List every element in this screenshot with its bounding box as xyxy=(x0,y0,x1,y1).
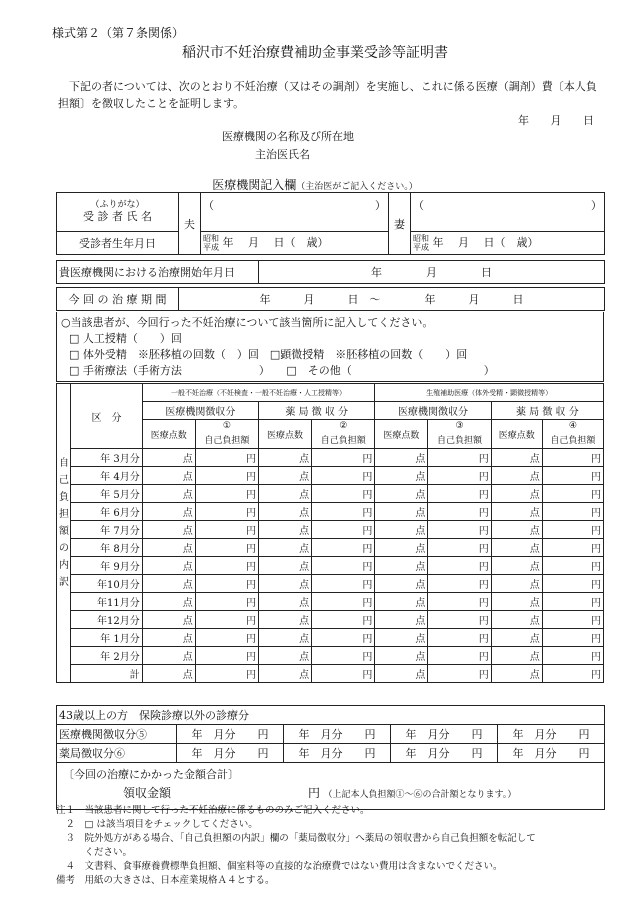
points-cell[interactable]: 点 xyxy=(259,485,312,503)
points-cell[interactable]: 点 xyxy=(491,503,542,521)
amount-cell[interactable]: 円 xyxy=(542,485,603,503)
breakdown-row xyxy=(57,503,604,521)
points-cell[interactable]: 点 xyxy=(142,575,195,593)
points-cell[interactable]: 点 xyxy=(491,647,542,665)
blank-corner xyxy=(57,384,71,449)
points-cell[interactable]: 点 xyxy=(375,629,428,647)
amount-cell[interactable]: 円 xyxy=(542,665,603,683)
points-cell[interactable]: 点 xyxy=(259,449,312,467)
points-cell[interactable]: 点 xyxy=(491,575,542,593)
note-2: ２ □ は該当項目をチェックしてください。 xyxy=(56,819,258,830)
amount-cell[interactable]: 円 xyxy=(195,539,258,557)
treatment-dates-table xyxy=(56,260,605,284)
points-cell[interactable]: 点 xyxy=(491,557,542,575)
mark-3: ③ xyxy=(428,420,491,432)
breakdown-row xyxy=(57,575,604,593)
outside-insurance-table xyxy=(56,705,605,810)
month-label: 年11月分 xyxy=(71,593,142,611)
note-1: 注１ 当該患者に関して行った不妊治療に係るもののみご記入ください。 xyxy=(56,805,370,816)
points-cell[interactable]: 点 xyxy=(142,647,195,665)
points-cell[interactable]: 点 xyxy=(491,611,542,629)
points-cell[interactable]: 点 xyxy=(375,485,428,503)
col-points-3: 医療点数 xyxy=(375,420,428,449)
points-cell[interactable]: 点 xyxy=(375,575,428,593)
points-cell[interactable]: 点 xyxy=(491,485,542,503)
points-cell[interactable]: 点 xyxy=(142,539,195,557)
breakdown-row xyxy=(57,539,604,557)
treatment-checklist xyxy=(56,312,604,382)
amount-cell[interactable]: 円 xyxy=(312,467,375,485)
points-cell[interactable]: 点 xyxy=(142,665,195,683)
paren-close: ） xyxy=(591,199,602,212)
points-cell[interactable]: 点 xyxy=(491,665,542,683)
total-note: （上記本人負担額①〜⑥の合計額となります。） xyxy=(323,790,517,800)
section-title xyxy=(0,176,630,193)
era-label: 昭和 平成 xyxy=(413,234,429,252)
breakdown-row xyxy=(57,449,604,467)
paren-open: （ xyxy=(203,199,214,212)
amount-cell[interactable]: 円 xyxy=(312,647,375,665)
col-self-1: 自己負担額 xyxy=(195,431,258,449)
amount-cell[interactable]: 円 xyxy=(428,593,491,611)
points-cell[interactable]: 点 xyxy=(142,593,195,611)
month-label: 年 4月分 xyxy=(71,467,142,485)
points-cell[interactable]: 点 xyxy=(142,467,195,485)
group-art: 生殖補助医療（体外受精・顕微授精等） xyxy=(375,384,604,402)
amount-cell[interactable]: 円 xyxy=(312,539,375,557)
month-label: 年 9月分 xyxy=(71,557,142,575)
total-unit: 円 xyxy=(308,786,321,800)
birth-format: 年 月 日（ 歳） xyxy=(222,236,329,249)
col-self-2: 自己負担額 xyxy=(312,431,375,449)
points-cell[interactable]: 点 xyxy=(142,557,195,575)
breakdown-row xyxy=(57,557,604,575)
breakdown-row xyxy=(57,593,604,611)
notes xyxy=(56,804,536,888)
outside-clinic-label: 医療機関徴収分⑤ xyxy=(57,725,177,744)
note-4: ４ 文書料、食事療養費標準負担額、個室料等の直接的な治療費ではない費用は含まないでください。 xyxy=(56,861,503,872)
points-cell[interactable]: 点 xyxy=(375,449,428,467)
checklist-heading: ○当該患者が、今回行った不妊治療について該当箇所に記入してください。 xyxy=(61,316,434,329)
points-cell[interactable]: 点 xyxy=(259,521,312,539)
total-cell xyxy=(57,763,605,810)
check-artificial-insemination[interactable]: □ 人工授精（ ）回 xyxy=(69,332,182,345)
mark-2: ② xyxy=(312,420,375,432)
amount-cell[interactable]: 円 xyxy=(428,449,491,467)
points-cell[interactable]: 点 xyxy=(259,611,312,629)
period-label: 今 回 の 治 療 期 間 xyxy=(57,288,179,311)
birth-format: 年 月 日（ 歳） xyxy=(432,236,539,249)
amount-cell[interactable]: 円 xyxy=(542,611,603,629)
points-cell[interactable]: 点 xyxy=(142,503,195,521)
points-cell[interactable]: 点 xyxy=(259,557,312,575)
amount-cell[interactable]: 円 xyxy=(428,647,491,665)
amount-cell[interactable]: 円 xyxy=(195,503,258,521)
amount-cell[interactable]: 円 xyxy=(312,521,375,539)
amount-cell[interactable]: 円 xyxy=(428,467,491,485)
points-cell[interactable]: 点 xyxy=(259,647,312,665)
points-cell[interactable]: 点 xyxy=(491,629,542,647)
amount-cell[interactable]: 円 xyxy=(312,611,375,629)
era-label: 昭和 平成 xyxy=(203,234,219,252)
amount-cell[interactable]: 円 xyxy=(195,665,258,683)
group-general: 一般不妊治療（不妊検査・一般不妊治療・人工授精等） xyxy=(142,384,375,402)
amount-cell[interactable]: 円 xyxy=(195,611,258,629)
col-points-1: 医療点数 xyxy=(142,420,195,449)
points-cell[interactable]: 点 xyxy=(375,665,428,683)
amount-cell[interactable]: 円 xyxy=(542,539,603,557)
points-cell[interactable]: 点 xyxy=(259,503,312,521)
amount-cell[interactable]: 円 xyxy=(428,575,491,593)
amount-cell[interactable]: 円 xyxy=(542,521,603,539)
section-title-text: 医療機関記入欄 xyxy=(212,178,297,192)
amount-cell[interactable]: 円 xyxy=(312,665,375,683)
month-label: 年 5月分 xyxy=(71,485,142,503)
points-cell[interactable]: 点 xyxy=(259,629,312,647)
col-self-3: 自己負担額 xyxy=(428,431,491,449)
wife-birth-field[interactable] xyxy=(411,232,605,255)
amount-cell[interactable]: 円 xyxy=(428,485,491,503)
points-cell[interactable]: 点 xyxy=(259,575,312,593)
start-date-field[interactable]: 年 月 日 xyxy=(259,261,605,284)
points-cell[interactable]: 点 xyxy=(375,647,428,665)
month-label: 年 6月分 xyxy=(71,503,142,521)
breakdown-row xyxy=(57,629,604,647)
note-remark: 備考 用紙の大きさは、日本産業規格Ａ４とする。 xyxy=(56,875,275,886)
document-title: 稲沢市不妊治療費補助金事業受診等証明書 xyxy=(182,45,448,61)
breakdown-row xyxy=(57,521,604,539)
points-cell[interactable]: 点 xyxy=(259,593,312,611)
mark-1: ① xyxy=(195,420,258,432)
amount-cell[interactable]: 円 xyxy=(428,503,491,521)
sub-clinic-3: 医療機関徴収分 xyxy=(375,402,491,420)
points-cell[interactable]: 点 xyxy=(259,665,312,683)
month-label: 年 1月分 xyxy=(71,629,142,647)
month-label: 年 3月分 xyxy=(71,449,142,467)
total-label: 領収金額 xyxy=(123,786,172,800)
amount-cell[interactable]: 円 xyxy=(542,629,603,647)
amount-cell[interactable]: 円 xyxy=(542,503,603,521)
col-self-4: 自己負担額 xyxy=(542,431,603,449)
month-label: 年 2月分 xyxy=(71,647,142,665)
amount-cell[interactable]: 円 xyxy=(428,539,491,557)
paren-close: ） xyxy=(375,199,386,212)
amount-cell[interactable]: 円 xyxy=(312,503,375,521)
month-label: 年10月分 xyxy=(71,575,142,593)
breakdown-row xyxy=(57,611,604,629)
birth-label: 受診者生年月日 xyxy=(57,232,179,255)
points-cell[interactable]: 点 xyxy=(375,557,428,575)
col-points-4: 医療点数 xyxy=(491,420,542,449)
points-cell[interactable]: 点 xyxy=(375,611,428,629)
amount-cell[interactable]: 円 xyxy=(195,629,258,647)
breakdown-row xyxy=(57,485,604,503)
paren-open: （ xyxy=(413,199,424,212)
total-bracket: 〔今回の治療にかかった金額合計〕 xyxy=(63,768,239,781)
amount-cell[interactable]: 円 xyxy=(312,575,375,593)
amount-cell[interactable]: 円 xyxy=(195,467,258,485)
doctor-label: 主治医氏名 xyxy=(255,148,310,161)
outside-clinic-cell[interactable]: 年 月分 円 xyxy=(391,725,498,744)
breakdown-row xyxy=(57,647,604,665)
points-cell[interactable]: 点 xyxy=(142,521,195,539)
amount-cell[interactable]: 円 xyxy=(542,449,603,467)
outside-pharmacy-cell[interactable]: 年 月分 円 xyxy=(498,744,605,763)
amount-cell[interactable]: 円 xyxy=(542,557,603,575)
outside-pharmacy-label: 薬局徴収分⑥ xyxy=(57,744,177,763)
name-label-cell xyxy=(57,193,179,232)
sub-pharmacy-2: 薬 局 徴 収 分 xyxy=(259,402,375,420)
amount-cell[interactable]: 円 xyxy=(312,485,375,503)
amount-cell[interactable]: 円 xyxy=(428,629,491,647)
patient-table xyxy=(56,192,605,255)
amount-cell[interactable]: 円 xyxy=(428,665,491,683)
amount-cell[interactable]: 円 xyxy=(542,575,603,593)
breakdown-row xyxy=(57,665,604,683)
certification-date: 年 月 日 xyxy=(518,114,594,127)
form-id: 様式第２（第７条関係） xyxy=(52,26,185,40)
points-cell[interactable]: 点 xyxy=(491,539,542,557)
check-ivf-icsi[interactable]: □ 体外受精 ※胚移植の回数（ ）回 □顕微授精 ※胚移植の回数（ ）回 xyxy=(69,348,468,361)
outside-clinic-cell[interactable]: 年 月分 円 xyxy=(498,725,605,744)
period-field[interactable]: 年 月 日 〜 年 月 日 xyxy=(179,288,605,311)
month-label: 計 xyxy=(71,665,142,683)
amount-cell[interactable]: 円 xyxy=(542,647,603,665)
husband-name-field[interactable] xyxy=(201,193,389,232)
amount-cell[interactable]: 円 xyxy=(195,647,258,665)
intro-text: 下記の者については、次のとおり不妊治療（又はその調剤）を実施し、これに係る医療（調剤）費〔本人負担額〕を徴収したことを証明します。 xyxy=(58,80,597,110)
points-cell[interactable]: 点 xyxy=(375,467,428,485)
start-label: 貴医療機関における治療開始年月日 xyxy=(57,261,259,284)
name-label: 受 診 者 氏 名 xyxy=(83,210,152,223)
amount-cell[interactable]: 円 xyxy=(312,629,375,647)
note-3: ３ 院外処方がある場合、「自己負担額の内訳」欄の「薬局徴収分」へ薬局の領収書から自己負担額を転記して xyxy=(56,833,536,844)
amount-cell[interactable]: 円 xyxy=(542,593,603,611)
husband-label: 夫 xyxy=(179,193,201,255)
amount-cell[interactable]: 円 xyxy=(312,593,375,611)
institution-label: 医療機関の名称及び所在地 xyxy=(222,130,354,143)
sub-clinic-1: 医療機関徴収分 xyxy=(142,402,258,420)
outside-clinic-cell[interactable]: 年 月分 円 xyxy=(284,725,391,744)
month-label: 年12月分 xyxy=(71,611,142,629)
wife-label: 妻 xyxy=(389,193,411,255)
month-label: 年 8月分 xyxy=(71,539,142,557)
points-cell[interactable]: 点 xyxy=(491,449,542,467)
amount-cell[interactable]: 円 xyxy=(428,611,491,629)
furigana-label: （ふりがな） xyxy=(90,200,145,210)
amount-cell[interactable]: 円 xyxy=(542,467,603,485)
amount-cell[interactable]: 円 xyxy=(195,557,258,575)
points-cell[interactable]: 点 xyxy=(375,593,428,611)
month-label: 年 7月分 xyxy=(71,521,142,539)
amount-cell[interactable]: 円 xyxy=(195,449,258,467)
points-cell[interactable]: 点 xyxy=(142,449,195,467)
note-3-cont: ください。 xyxy=(56,847,133,858)
amount-cell[interactable]: 円 xyxy=(195,485,258,503)
points-cell[interactable]: 点 xyxy=(375,503,428,521)
amount-cell[interactable]: 円 xyxy=(195,593,258,611)
points-cell[interactable]: 点 xyxy=(142,485,195,503)
points-cell[interactable]: 点 xyxy=(375,539,428,557)
amount-cell[interactable]: 円 xyxy=(195,521,258,539)
wife-name-field[interactable] xyxy=(411,193,605,232)
breakdown-table xyxy=(56,383,604,683)
outside-heading: 43歳以上の方 保険診療以外の診療分 xyxy=(57,706,605,725)
amount-cell[interactable]: 円 xyxy=(428,557,491,575)
vertical-label: 自 己 負 担 額 の 内 訳 xyxy=(57,449,71,683)
mark-4: ④ xyxy=(542,420,603,432)
husband-birth-field[interactable] xyxy=(201,232,389,255)
check-surgery-other[interactable]: □ 手術療法（手術方法 ） □ その他（ ） xyxy=(69,364,495,377)
points-cell[interactable]: 点 xyxy=(375,521,428,539)
outside-clinic-cell[interactable]: 年 月分 円 xyxy=(177,725,284,744)
amount-cell[interactable]: 円 xyxy=(312,557,375,575)
amount-cell[interactable]: 円 xyxy=(428,521,491,539)
outside-pharmacy-cell[interactable]: 年 月分 円 xyxy=(177,744,284,763)
points-cell[interactable]: 点 xyxy=(491,521,542,539)
points-cell[interactable]: 点 xyxy=(259,539,312,557)
sub-pharmacy-4: 薬 局 徴 収 分 xyxy=(491,402,603,420)
points-cell[interactable]: 点 xyxy=(259,467,312,485)
amount-cell[interactable]: 円 xyxy=(195,575,258,593)
points-cell[interactable]: 点 xyxy=(142,629,195,647)
outside-pharmacy-cell[interactable]: 年 月分 円 xyxy=(391,744,498,763)
points-cell[interactable]: 点 xyxy=(491,593,542,611)
kubun-label: 区 分 xyxy=(71,384,142,449)
points-cell[interactable]: 点 xyxy=(142,611,195,629)
amount-cell[interactable]: 円 xyxy=(312,449,375,467)
outside-pharmacy-cell[interactable]: 年 月分 円 xyxy=(284,744,391,763)
section-note: （主治医がご記入ください。） xyxy=(296,182,418,192)
breakdown-row xyxy=(57,467,604,485)
points-cell[interactable]: 点 xyxy=(491,467,542,485)
col-points-2: 医療点数 xyxy=(259,420,312,449)
period-table xyxy=(56,287,605,311)
